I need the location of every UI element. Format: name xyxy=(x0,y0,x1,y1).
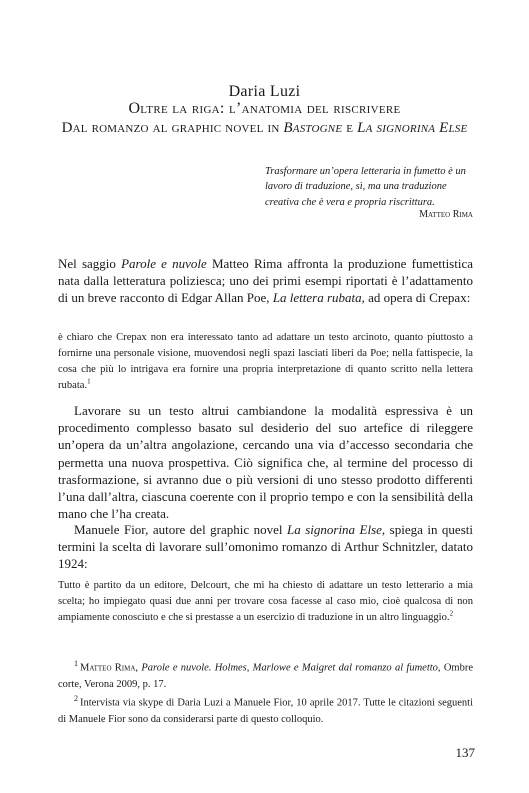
subtitle-work-bastogne: Bastogne xyxy=(283,120,343,136)
footnote-1-author: Matteo Rima xyxy=(80,662,136,674)
body-paragraph-3 xyxy=(58,521,473,573)
article-title: Oltre la riga: l’anatomia del riscrivere xyxy=(128,100,401,117)
subtitle-text: Dal romanzo al graphic novel in xyxy=(61,120,280,136)
p1-text-c: Matteo Rima affronta la produzione fumettistica nata dalla letteratura poliziesca; uno dei primi esempi riportati è l’adattamento di un breve racconto di Edgar Allan Poe, xyxy=(58,256,474,306)
footnote-ref-2: 2 xyxy=(449,609,454,618)
article-author: Daria Luzi xyxy=(228,83,301,100)
subtitle-work-else: La signorina Else xyxy=(357,120,468,136)
block-quote-1 xyxy=(58,330,473,394)
footnote-1-details: , Ombre corte, Verona 2009, p. 17. xyxy=(58,662,473,690)
footnote-1: $^1$ Matteo Rima, Parole e nuvole. Holmes, Marlowe e Maigret dal romanzo al fumetto, Ombre corte, Verona 2009, p. 17. xyxy=(58,659,473,690)
footnote-1-number: 1 xyxy=(74,659,78,668)
footnote-2 xyxy=(58,691,473,728)
p3-text-c: , spiega in questi termini la scelta di lavorare sull’omonimo romanzo di Arthur Schnitzler, datato 1924: xyxy=(58,522,473,572)
footnote-2-number: 2 xyxy=(74,694,78,703)
p1-text-e: , ad opera di Crepax: xyxy=(361,290,471,306)
block-quote-2 xyxy=(58,578,473,626)
footnote-1-title: Parole e nuvole. Holmes, Marlowe e Maigret dal romanzo al fumetto xyxy=(141,662,438,674)
body-paragraph-1 xyxy=(58,255,473,307)
epigraph-quote: Trasformare un’opera letteraria in fumetto è un lavoro di traduzione, sì, ma una traduzione creativa che è vera e propria riscrittura. xyxy=(265,166,466,208)
p1-text-a: Nel saggio xyxy=(58,256,116,271)
p3-title-signorina-else: La signorina Else xyxy=(287,522,382,537)
p1-title-parole-e-nuvole: Parole e nuvole xyxy=(121,256,207,271)
body-paragraph-2: Lavorare su un testo altrui cambiandone la modalità espressiva è un procedimento complesso basato sul desiderio del suo artefice di rileggere un’opera da un’altra angolazione, cercando una via d’accesso secondaria che permetta una nuova prospettiva. Ciò significa che, al termine del processo di trasformazione, si avranno due o più versioni di uno stesso prodotto differenti l’una dall’altra, ciascuna coerente con il proprio tempo e con la sensibilità della mano che l’ha creata. xyxy=(58,403,473,522)
quote1-text: è chiaro che Crepax non era interessato tanto ad adattare un testo arcinoto, quanto piuttosto a fornirne una personale visione, muovendosi negli spazi lasciati liberi da Poe; nella fattispecie, la cosa che più lo intrigava era fornire una propria interpretazione di quanto scritto nella lettera rubata. xyxy=(58,332,473,391)
footnote-ref-1: 1 xyxy=(87,377,91,386)
p3-text-a: Manuele Fior, autore del graphic novel xyxy=(74,522,283,537)
p1-title-lettera-rubata: La lettera rubata xyxy=(272,290,362,306)
subtitle-conjunction: e xyxy=(346,120,354,136)
quote2-text: Tutto è partito da un editore, Delcourt, che mi ha chiesto di adattare un testo letterario a mia scelta; ho impiegato quasi due anni per trovare cosa facesse al caso mio, cioè qualcosa di non ampiamente conosciuto e che si prestasse a un esercizio di traduzione in un altro linguaggio. xyxy=(58,580,473,623)
footnote-2-text: Intervista via skype di Daria Luzi a Manuele Fior, 10 aprile 2017. Tutte le citazioni seguenti di Manuele Fior sono da considerarsi parte di questo colloquio. xyxy=(58,697,473,725)
page-number: 137 xyxy=(455,745,475,760)
article-subtitle xyxy=(0,120,529,137)
epigraph-attribution: Matteo Rima xyxy=(419,209,473,220)
